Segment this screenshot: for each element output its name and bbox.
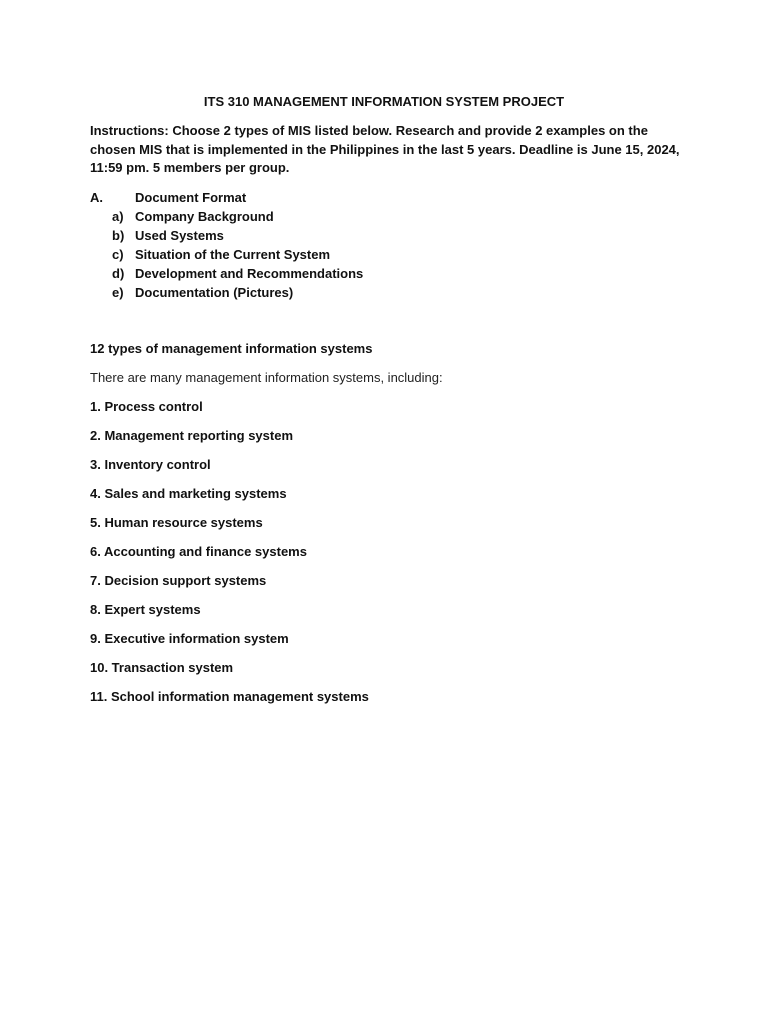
mis-type-item: 2. Management reporting system	[90, 428, 293, 443]
types-heading: 12 types of management information systems	[90, 341, 373, 356]
mis-types-list	[90, 399, 369, 718]
section-a-label: Document Format	[135, 190, 247, 205]
mis-type-item: 3. Inventory control	[90, 457, 211, 472]
mis-type-item: 7. Decision support systems	[90, 573, 267, 588]
mis-type-item: 4. Sales and marketing systems	[90, 486, 287, 501]
list-item-text: Company Background	[135, 209, 274, 224]
list-item-text: Documentation (Pictures)	[135, 285, 294, 300]
list-item-text: Development and Recommendations	[135, 266, 364, 281]
list-marker: e)	[112, 285, 124, 300]
list-marker: b)	[112, 228, 125, 243]
list-marker: a)	[112, 209, 124, 224]
mis-type-item: 11. School information management systems	[90, 689, 369, 704]
instructions-paragraph: Instructions: Choose 2 types of MIS listed below. Research and provide 2 examples on the chosen MIS that is implemented in the Philippines in the last 5 years. Deadline is June 15, 2024, 11:59 pm. 5 members per group.	[90, 123, 680, 175]
list-marker: c)	[112, 247, 124, 262]
list-marker: d)	[112, 266, 125, 281]
mis-type-item: 10. Transaction system	[90, 660, 234, 675]
mis-type-item: 1. Process control	[90, 399, 203, 414]
mis-type-item: 5. Human resource systems	[90, 515, 263, 530]
types-intro: There are many management information systems, including:	[90, 370, 443, 385]
section-a-marker: A.	[90, 190, 103, 205]
mis-type-item: 8. Expert systems	[90, 602, 201, 617]
list-item-text: Used Systems	[135, 228, 224, 243]
document-title: ITS 310 MANAGEMENT INFORMATION SYSTEM PROJECT	[203, 94, 565, 109]
mis-type-item: 9. Executive information system	[90, 631, 289, 646]
list-item-text: Situation of the Current System	[135, 247, 331, 262]
mis-type-item: 6. Accounting and finance systems	[90, 544, 307, 559]
